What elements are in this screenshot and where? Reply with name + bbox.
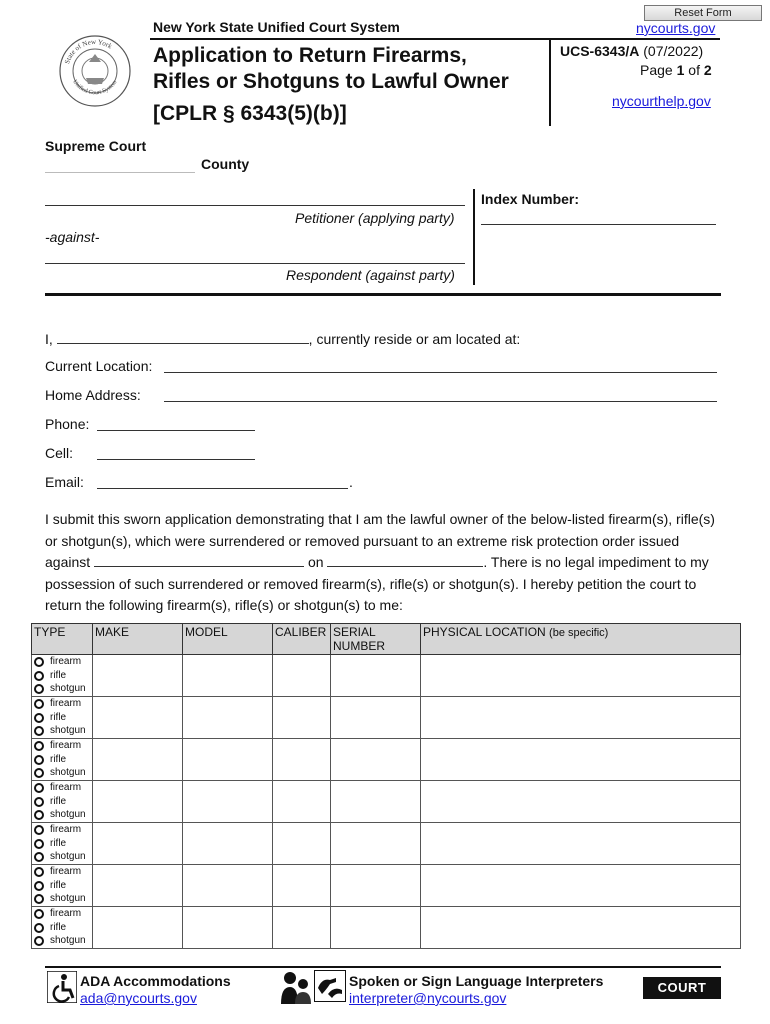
type-option[interactable] <box>34 781 92 795</box>
table-header-row <box>32 624 741 655</box>
radio-button[interactable] <box>34 768 44 778</box>
type-cell <box>32 697 93 739</box>
type-option[interactable] <box>34 669 92 683</box>
col-physical-location: PHYSICAL LOCATION (be specific) <box>421 624 741 655</box>
phone-label: Phone: <box>45 416 90 432</box>
court-system-name: New York State Unified Court System <box>153 19 400 35</box>
table-row <box>32 823 741 865</box>
make-cell[interactable] <box>93 865 183 907</box>
home-address-field[interactable] <box>164 386 717 402</box>
col-caliber: CALIBER <box>273 624 331 655</box>
table-row <box>32 739 741 781</box>
radio-button[interactable] <box>34 783 44 793</box>
index-number-field[interactable] <box>481 223 716 225</box>
type-option[interactable] <box>34 934 92 948</box>
physical-location-cell[interactable] <box>421 739 741 781</box>
court-seal-icon <box>58 34 132 108</box>
type-option[interactable] <box>34 655 92 669</box>
type-cell <box>32 823 93 865</box>
model-cell[interactable] <box>183 823 273 865</box>
type-option-label: rifle <box>50 837 67 849</box>
radio-button[interactable] <box>34 741 44 751</box>
type-option-label: firearm <box>50 698 82 710</box>
radio-button[interactable] <box>34 839 44 849</box>
table-row <box>32 697 741 739</box>
table-row <box>32 907 741 949</box>
email-field[interactable] <box>97 473 348 489</box>
type-option[interactable] <box>34 879 92 893</box>
make-cell[interactable] <box>93 823 183 865</box>
type-option[interactable] <box>34 850 92 864</box>
applicant-name-field[interactable] <box>57 328 309 344</box>
radio-button[interactable] <box>34 894 44 904</box>
interpreters-icon <box>279 970 313 1004</box>
type-option-label: shotgun <box>50 725 86 737</box>
type-option[interactable] <box>34 865 92 879</box>
radio-button[interactable] <box>34 810 44 820</box>
type-option-label: shotgun <box>50 767 86 779</box>
intro-line: I, , currently reside or am located at: <box>45 328 520 347</box>
caliber-cell[interactable] <box>273 907 331 949</box>
serial-number-cell[interactable] <box>331 823 421 865</box>
make-cell[interactable] <box>93 907 183 949</box>
radio-button[interactable] <box>34 726 44 736</box>
make-cell[interactable] <box>93 781 183 823</box>
type-option[interactable] <box>34 753 92 767</box>
phone-field[interactable] <box>97 415 255 431</box>
type-option[interactable] <box>34 682 92 696</box>
type-option[interactable] <box>34 907 92 921</box>
respondent-label: Respondent (against party) <box>286 267 455 283</box>
radio-button[interactable] <box>34 713 44 723</box>
type-option-label: shotgun <box>50 935 86 947</box>
radio-button[interactable] <box>34 684 44 694</box>
home-address-label: Home Address: <box>45 387 141 403</box>
page-indicator: Page 1 of 2 <box>640 62 712 78</box>
svg-text:State of New York <box>63 38 114 65</box>
caliber-cell[interactable] <box>273 823 331 865</box>
interpreter-email-link[interactable]: interpreter@nycourts.gov <box>349 990 507 1006</box>
radio-button[interactable] <box>34 867 44 877</box>
table-row <box>32 655 741 697</box>
court-help-link[interactable]: nycourthelp.gov <box>612 93 711 109</box>
radio-button[interactable] <box>34 755 44 765</box>
model-cell[interactable] <box>183 697 273 739</box>
col-serial-number: SERIAL NUMBER <box>331 624 421 655</box>
index-number-label: Index Number: <box>481 191 580 207</box>
petitioner-label: Petitioner (applying party) <box>295 210 455 226</box>
type-option-label: rifle <box>50 795 67 807</box>
physical-location-cell[interactable] <box>421 907 741 949</box>
interpreters-title: Spoken or Sign Language Interpreters <box>349 973 604 989</box>
radio-button[interactable] <box>34 852 44 862</box>
title-line-1: Application to Return Firearms, <box>153 44 467 67</box>
physical-location-cell[interactable] <box>421 697 741 739</box>
type-option[interactable] <box>34 921 92 935</box>
radio-button[interactable] <box>34 909 44 919</box>
model-cell[interactable] <box>183 739 273 781</box>
title-line-2: Rifles or Shotguns to Lawful Owner <box>153 70 509 93</box>
seal-top-text: State of New York <box>63 37 114 65</box>
type-cell <box>32 865 93 907</box>
type-option[interactable] <box>34 795 92 809</box>
sign-language-icon <box>314 970 346 1002</box>
type-option[interactable] <box>34 837 92 851</box>
type-option-label: firearm <box>50 656 82 668</box>
type-option-label: rifle <box>50 669 67 681</box>
seal-bottom-text: Unified Court System <box>71 78 119 97</box>
county-label: County <box>201 156 250 172</box>
type-option-label: rifle <box>50 711 67 723</box>
caliber-cell[interactable] <box>273 865 331 907</box>
type-option-label: firearm <box>50 782 82 794</box>
type-option-label: shotgun <box>50 851 86 863</box>
make-cell[interactable] <box>93 739 183 781</box>
type-option[interactable] <box>34 711 92 725</box>
order-date-field[interactable] <box>327 553 483 567</box>
type-cell <box>32 907 93 949</box>
type-option-label: firearm <box>50 824 82 836</box>
type-option-label: firearm <box>50 740 82 752</box>
petitioner-field[interactable] <box>45 204 465 206</box>
court-help-logo: COURT Help <box>643 977 721 999</box>
serial-number-cell[interactable] <box>331 739 421 781</box>
type-cell <box>32 781 93 823</box>
type-option[interactable] <box>34 823 92 837</box>
radio-button[interactable] <box>34 657 44 667</box>
current-location-field[interactable] <box>164 357 717 373</box>
col-model: MODEL <box>183 624 273 655</box>
caliber-cell[interactable] <box>273 739 331 781</box>
caption-rule <box>45 293 721 296</box>
court-name: Supreme Court <box>45 138 147 154</box>
make-cell[interactable] <box>93 697 183 739</box>
col-type: TYPE <box>32 624 93 655</box>
type-option[interactable] <box>34 724 92 738</box>
type-option[interactable] <box>34 892 92 906</box>
caliber-cell[interactable] <box>273 697 331 739</box>
model-cell[interactable] <box>183 907 273 949</box>
current-location-label: Current Location: <box>45 358 153 374</box>
against-text: -against- <box>45 229 100 245</box>
form-number: UCS-6343/A (07/2022) <box>560 43 704 59</box>
email-label: Email: <box>45 474 84 490</box>
firearms-table <box>31 623 741 949</box>
col-make: MAKE <box>93 624 183 655</box>
type-option-label: rifle <box>50 753 67 765</box>
radio-button[interactable] <box>34 671 44 681</box>
table-row <box>32 865 741 907</box>
table-row <box>32 781 741 823</box>
physical-location-cell[interactable] <box>421 781 741 823</box>
type-cell <box>32 655 93 697</box>
type-option-label: rifle <box>50 921 67 933</box>
caption-divider <box>473 189 475 285</box>
serial-number-cell[interactable] <box>331 697 421 739</box>
caliber-cell[interactable] <box>273 781 331 823</box>
type-option-label: firearm <box>50 908 82 920</box>
radio-button[interactable] <box>34 825 44 835</box>
nycourts-link[interactable]: nycourts.gov <box>636 20 716 36</box>
type-option-label: shotgun <box>50 683 86 695</box>
serial-number-cell[interactable] <box>331 781 421 823</box>
serial-number-cell[interactable] <box>331 907 421 949</box>
email-period: . <box>349 474 353 490</box>
type-option[interactable] <box>34 808 92 822</box>
type-option[interactable] <box>34 697 92 711</box>
physical-location-cell[interactable] <box>421 655 741 697</box>
respondent-name-field[interactable] <box>94 553 304 567</box>
serial-number-cell[interactable] <box>331 865 421 907</box>
cell-field[interactable] <box>97 444 255 460</box>
ada-wheelchair-icon <box>47 971 77 1003</box>
model-cell[interactable] <box>183 865 273 907</box>
footer-divider <box>45 966 721 968</box>
reset-form-button[interactable]: Reset Form <box>644 5 762 21</box>
ada-email-link[interactable]: ada@nycourts.gov <box>80 990 197 1006</box>
radio-button[interactable] <box>34 936 44 946</box>
title-line-3: [CPLR § 6343(5)(b)] <box>153 102 347 125</box>
physical-location-cell[interactable] <box>421 823 741 865</box>
county-field[interactable] <box>45 171 195 173</box>
type-option-label: rifle <box>50 879 67 891</box>
model-cell[interactable] <box>183 781 273 823</box>
serial-number-cell[interactable] <box>331 655 421 697</box>
type-option-label: firearm <box>50 866 82 878</box>
caliber-cell[interactable] <box>273 655 331 697</box>
radio-button[interactable] <box>34 797 44 807</box>
type-option-label: shotgun <box>50 893 86 905</box>
sworn-statement: I submit this sworn application demonstrating that I am the lawful owner of the below-listed firearm(s), rifle(s) or shotgun(s), which were surrendered or removed pursuant to an extreme risk protection order issued against on . There is no legal impediment to my possession of such surrendered or removed firearm(s), rifle(s) or shotgun(s). I hereby petition the court to return the following firearm(s), rifle(s) or shotgun(s) to me: <box>45 511 715 613</box>
cell-label: Cell: <box>45 445 74 461</box>
radio-button[interactable] <box>34 923 44 933</box>
type-cell <box>32 739 93 781</box>
respondent-field[interactable] <box>45 262 465 264</box>
type-option[interactable] <box>34 739 92 753</box>
type-option[interactable] <box>34 766 92 780</box>
type-option-label: shotgun <box>50 809 86 821</box>
make-cell[interactable] <box>93 655 183 697</box>
model-cell[interactable] <box>183 655 273 697</box>
radio-button[interactable] <box>34 699 44 709</box>
radio-button[interactable] <box>34 881 44 891</box>
physical-location-cell[interactable] <box>421 865 741 907</box>
ada-title: ADA Accommodations <box>80 973 231 989</box>
